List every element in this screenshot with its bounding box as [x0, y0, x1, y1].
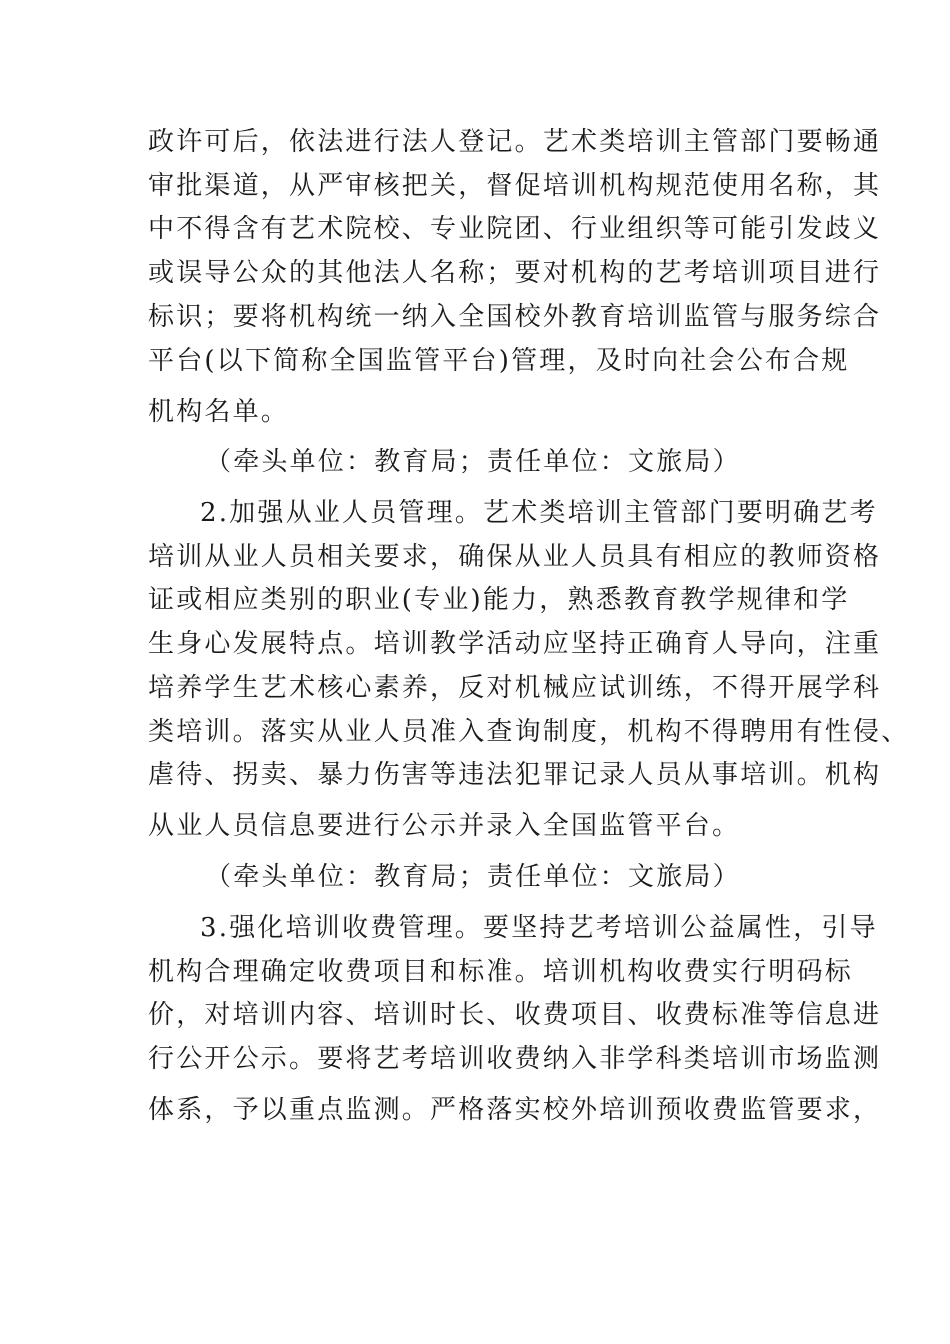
- responsibility-note: （牵头单位：教育局；责任单位：文旅局）: [205, 862, 741, 892]
- paragraph-line: 行公开公示。要将艺考培训收费纳入非学科类培训市场监测: [148, 1044, 882, 1074]
- paragraph-line: 价，对培训内容、培训时长、收费项目、收费标准等信息进: [148, 1000, 882, 1030]
- section-heading-line: 3.强化培训收费管理。要坚持艺考培训公益属性，引导: [200, 913, 878, 943]
- paragraph-line: 体系，予以重点监测。严格落实校外培训预收费监管要求，: [148, 1095, 882, 1125]
- paragraph-line: 政许可后，依法进行法人登记。艺术类培训主管部门要畅通: [148, 127, 882, 157]
- paragraph-line: 虐待、拐卖、暴力伤害等违法犯罪记录人员从事培训。机构: [148, 760, 882, 790]
- paragraph-line: 证或相应类别的职业(专业)能力，熟悉教育教学规律和学: [148, 585, 850, 615]
- paragraph-line: 培养学生艺术核心素养，反对机械应试训练，不得开展学科: [148, 673, 882, 703]
- paragraph-line: 从业人员信息要进行公示并录入全国监管平台。: [148, 811, 741, 841]
- paragraph-line: 标识；要将机构统一纳入全国校外教育培训监管与服务综合: [148, 302, 882, 332]
- paragraph-line: 或误导公众的其他法人名称；要对机构的艺考培训项目进行: [148, 258, 882, 288]
- responsibility-note: （牵头单位：教育局；责任单位：文旅局）: [205, 447, 741, 477]
- paragraph-line: 机构合理确定收费项目和标准。培训机构收费实行明码标: [148, 957, 854, 987]
- paragraph-line: 审批渠道，从严审核把关，督促培训机构规范使用名称，其: [148, 171, 882, 201]
- paragraph-line: 机构名单。: [148, 397, 290, 427]
- paragraph-line: 中不得含有艺术院校、专业院团、行业组织等可能引发歧义: [148, 214, 882, 244]
- paragraph-line: 类培训。落实从业人员准入查询制度，机构不得聘用有性侵、: [148, 717, 910, 747]
- paragraph-line: 培训从业人员相关要求，确保从业人员具有相应的教师资格: [148, 542, 882, 572]
- section-heading-line: 2.加强从业人员管理。艺术类培训主管部门要明确艺考: [200, 498, 878, 528]
- paragraph-line: 平台(以下简称全国监管平台)管理，及时向社会公布合规: [148, 346, 850, 376]
- paragraph-line: 生身心发展特点。培训教学活动应坚持正确育人导向，注重: [148, 629, 882, 659]
